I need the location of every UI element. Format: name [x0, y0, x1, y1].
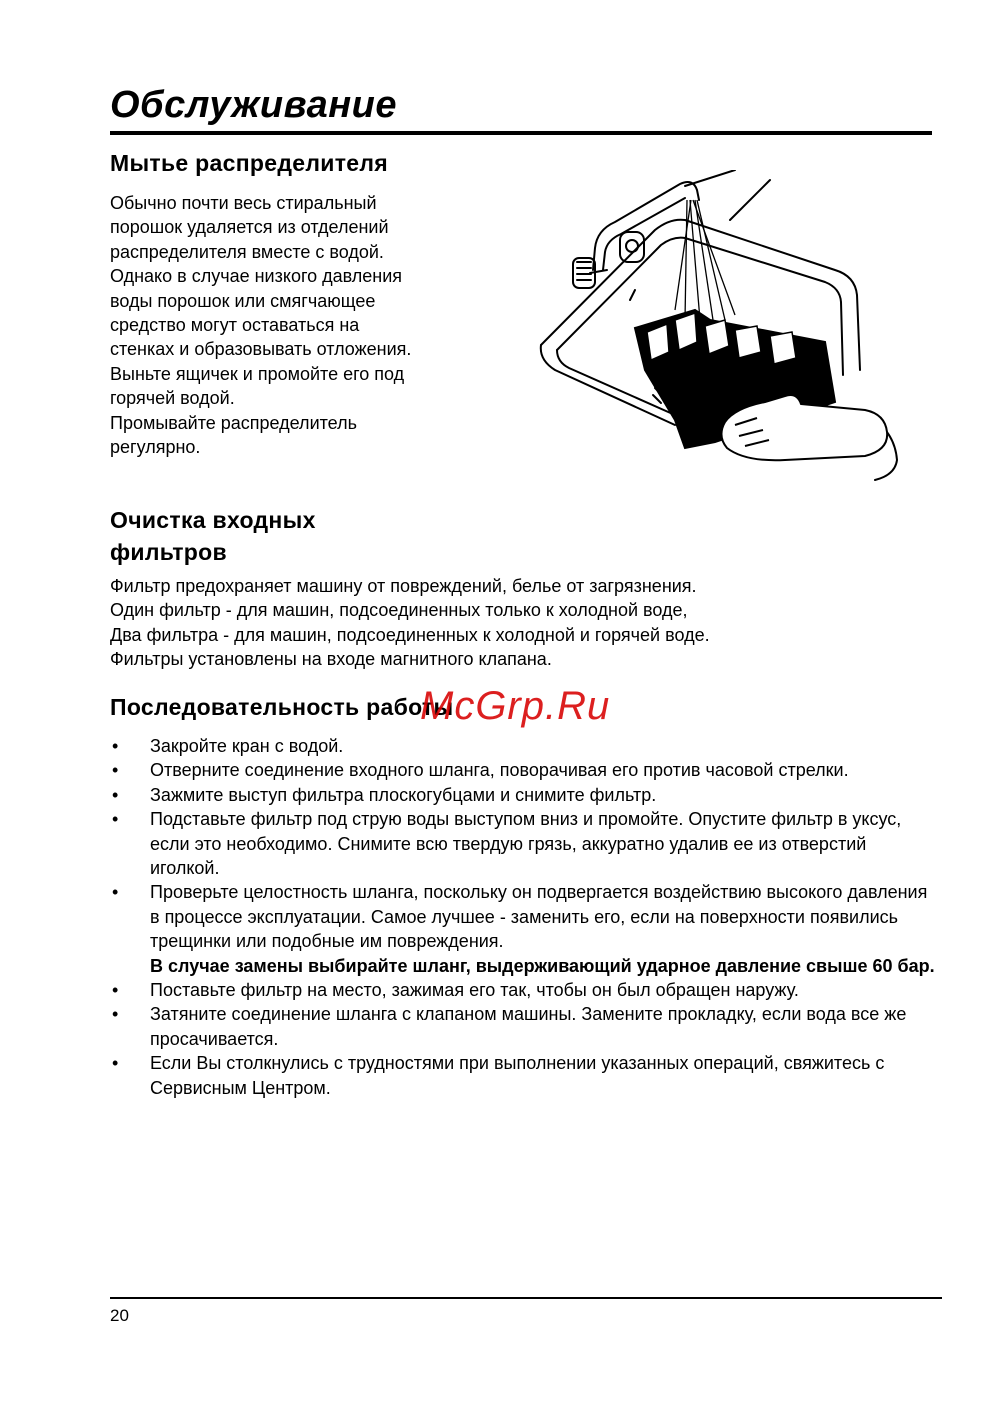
page-title: Обслуживание [110, 84, 398, 126]
list-item-text: Затяните соединение шланга с клапаном машины. Замените прокладку, если вода все же просачивается. [150, 1004, 907, 1049]
warning-note [110, 954, 940, 978]
section-heading-filters-line1: Очистка входных [110, 507, 316, 533]
dispenser-washing-illustration-icon [535, 170, 935, 500]
list-item-text: Если Вы столкнулись с трудностями при выполнении указанных операций, свяжитесь с Сервисным Центром. [150, 1053, 885, 1098]
dispenser-paragraph [110, 191, 530, 459]
list-item [110, 1002, 940, 1051]
list-item [110, 783, 940, 807]
list-item-text: Поставьте фильтр на место, зажимая его так, чтобы он был обращен наружу. [150, 980, 799, 1001]
bullet-icon: • [112, 736, 119, 756]
list-item-text: Подставьте фильтр под струю воды выступом вниз и промойте. Опустите фильтр в уксус, если это необходимо. Снимите всю твердую грязь, аккуратно удалив ее из отверстий иголкой. [150, 809, 902, 879]
list-item-text: Проверьте целостность шланга, поскольку он подвергается воздействию высокого давления в процессе эксплуатации. Самое лучшее - заменить его, если на поверхности появились трещинки или подобные им повреждения. [150, 882, 928, 952]
filters-paragraph [110, 574, 930, 672]
text-line: порошок удаляется из отделений [110, 217, 389, 238]
bullet-icon: • [112, 784, 119, 805]
section-heading-filters-line2: фильтров [110, 539, 227, 565]
text-line: Обычно почти весь стиральный [110, 193, 377, 213]
text-line: распределителя вместе с водой. [110, 241, 384, 262]
list-item [110, 880, 940, 953]
section-heading-dispenser: Мытье распределителя [110, 150, 388, 176]
bullet-icon: • [112, 882, 119, 903]
list-item [110, 1051, 940, 1100]
list-item [110, 734, 940, 758]
list-item [110, 758, 940, 782]
bullet-icon: • [112, 760, 119, 781]
text-line: Фильтры установлены на входе магнитного клапана. [110, 649, 552, 670]
page-number: 20 [110, 1306, 129, 1325]
bullet-icon: • [112, 809, 119, 830]
text-line: регулярно. [110, 437, 201, 458]
text-line: воды порошок или смягчающее [110, 290, 376, 311]
warning-note-text: В случае замены выбирайте шланг, выдерживающий ударное давление свыше 60 бар. [150, 955, 935, 976]
text-line: средство могут оставаться на [110, 315, 360, 336]
text-line: Один фильтр - для машин, подсоединенных только к холодной воде, [110, 600, 688, 621]
text-line: горячей водой. [110, 388, 235, 409]
text-line: Выньте ящичек и промойте его под [110, 363, 405, 384]
watermark: McGrp.Ru [420, 684, 611, 728]
list-item [110, 807, 940, 880]
list-item-text: Закройте кран с водой. [150, 736, 344, 756]
list-item [110, 978, 940, 1002]
text-line: Два фильтра - для машин, подсоединенных к холодной и горячей воде. [110, 624, 710, 645]
procedure-list [110, 734, 940, 1100]
section-heading-procedure: Последовательность работы [110, 694, 454, 720]
footer-divider [110, 1297, 942, 1299]
text-line: Фильтр предохраняет машину от повреждений, белье от загрязнения. [110, 576, 697, 596]
bullet-icon: • [112, 980, 119, 1001]
bullet-icon: • [112, 1004, 119, 1025]
list-item-text: Отверните соединение входного шланга, поворачивая его против часовой стрелки. [150, 760, 849, 781]
text-line: стенках и образовывать отложения. [110, 339, 412, 360]
title-divider [110, 131, 932, 135]
text-line: Промывайте распределитель [110, 412, 357, 433]
text-line: Однако в случае низкого давления [110, 266, 403, 287]
list-item-text: Зажмите выступ фильтра плоскогубцами и снимите фильтр. [150, 784, 657, 805]
bullet-icon: • [112, 1053, 119, 1074]
